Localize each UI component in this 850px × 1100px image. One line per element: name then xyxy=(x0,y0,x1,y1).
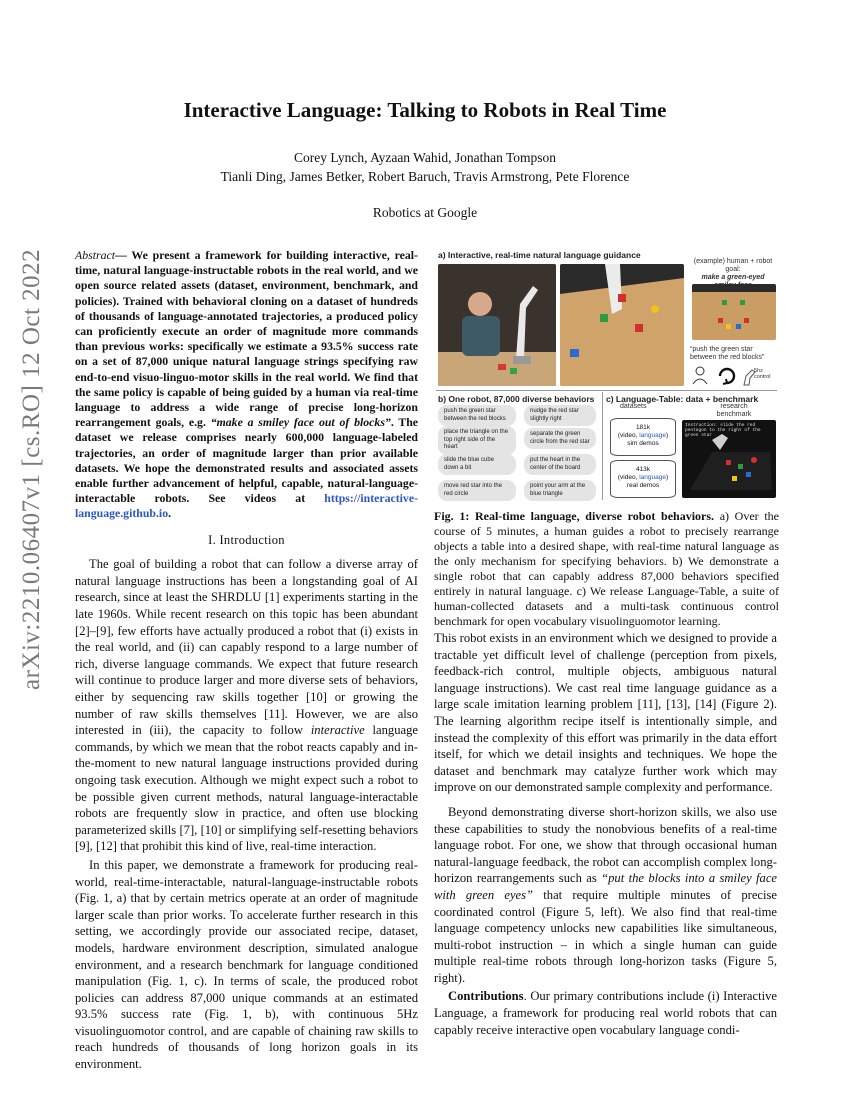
table-closeup-photo xyxy=(560,264,684,386)
behavior-bubble-6: put the heart in the center of the board xyxy=(524,454,596,475)
left-column xyxy=(75,248,418,1075)
instruction-example: “push the green star between the red blocks” xyxy=(690,346,765,361)
abstract-label: Abstract xyxy=(75,248,115,262)
real-language-text: language xyxy=(639,474,666,481)
paper-title: Interactive Language: Talking to Robots in Real Time xyxy=(183,98,667,122)
behavior-bubble-8: point your arm at the blue triangle xyxy=(524,480,596,501)
refresh-cycle-icon xyxy=(720,369,734,384)
behavior-bubble-2: nudge the red star slightly right xyxy=(524,405,596,426)
abstract-dash: — xyxy=(114,248,132,262)
sim-dataset-cylinder xyxy=(610,418,676,456)
section-heading-introduction: I. Introduction xyxy=(208,532,285,547)
real-video-line xyxy=(611,474,675,482)
authors-line-2: Tianli Ding, James Betker, Robert Baruch, Travis Armstrong, Pete Florence xyxy=(220,169,630,184)
figure-vertical-divider xyxy=(602,392,603,500)
right-paragraph-1: This robot exists in an environment which we designed to provide a tractable yet difficult level of challenge (perception from pixels, feedback-rich control, multiple objects, ambiguous natural language instructions). We cast real time language guidance as a large scale imitation learning problem [11], [13], [14] (Figure 2). The learning algorithm recipe itself is intentionally simple, and instead the complexity of this effort was primarily in the data effort itself, for which we detail insights and techniques. We hope the dataset and benchmark may catalyze further work which may improve on our demonstrated sample complexity and performance. xyxy=(434,631,777,795)
sim-benchmark-screenshot xyxy=(682,420,776,498)
behavior-bubble-5: slide the blue cube down a bit xyxy=(438,454,516,475)
abstract xyxy=(75,248,418,522)
goal-smiley-photo xyxy=(692,284,776,340)
intro-paragraph-1 xyxy=(75,556,418,855)
sim-language-text: language xyxy=(639,432,666,439)
contributions-label: Contributions xyxy=(448,989,524,1004)
right-paragraph-2 xyxy=(434,804,777,987)
person-icon xyxy=(693,367,707,384)
figure-1-caption xyxy=(434,509,779,629)
right-column xyxy=(434,630,777,1040)
figure-divider xyxy=(436,390,777,391)
authors-line-1: Corey Lynch, Ayzaan Wahid, Jonathan Tompson xyxy=(293,150,557,165)
sim-video-text: (video, xyxy=(617,432,640,439)
goal-caption-line-1: (example) human + robot goal: xyxy=(693,258,773,273)
intro-p1-b: language commands, by which we mean that the robot reacts capably and in-the-moment to new natural language instructions provided during ongoing task execution. Although we might expect such a robot to be possible given current methods, natural language-interactable robots are frequently slow in practice, and often use blocking parameterized skills [7], [10] or simplifying self-resetting behaviors [9], [12] that prohibit this kind of live, real-time interaction. xyxy=(75,723,418,854)
intro-p1-em: interactive xyxy=(310,723,365,738)
sim-count: 181k xyxy=(635,424,651,431)
right-p2-em: “put the blocks into a smiley face with green eyes” xyxy=(434,871,777,902)
caption-label: Fig. 1: Real-time language, diverse robot behaviors. xyxy=(434,509,715,523)
benchmark-label: research benchmark xyxy=(716,403,752,418)
human-robot-photo xyxy=(438,264,556,386)
panel-a-title: a) Interactive, real-time natural language guidance xyxy=(438,250,641,260)
real-label: real demos xyxy=(626,482,660,489)
panel-c-title: c) Language-Table: data + benchmark xyxy=(606,394,759,404)
sim-scene-illustration xyxy=(682,420,776,498)
human-robot-illustration xyxy=(438,264,556,386)
intro-p1-a: The goal of building a robot that can follow a diverse array of natural language instructions has been a longstanding goal of AI research, since at least the SHRDLU [1] experiments starting in the late 1960s. While recent research on this topic has been abundant [2]–[9], few efforts have actually produced a robot that (i) exists in the real world, and (ii) can capably respond to a large number of rich, diverse language commands. We expect that future research will continue to produce larger and more diverse sets of behaviors, either by sequencing raw skills together [10] or growing the number of raw skills themselves [11]. However, we are also interested in (iii), the capacity to follow xyxy=(75,557,418,738)
goal-caption-line-2: make a green-eyed xyxy=(701,274,765,281)
abstract-text-2: . The dataset we release comprises nearly 600,000 language-labeled trajectories, an order of magnitude larger than prior available datasets. We hope the demonstrated results and associated assets enable further advancement of helpful, capable, natural-language-interactable robots. See videos at xyxy=(75,415,419,506)
intro-paragraph-2: In this paper, we demonstrate a framework for producing real-world, real-time-interactable, natural-language-instructable robots (Fig. 1, a) that by certain metrics operate at an order of magnitude larger scale than prior works. To accelerate further research in this setting, we accordingly provide our associated recipe, dataset, models, hardware environment description, simulated analogue environment, and a research benchmark for language conditioned manipulation (Fig. 1, c). In terms of scale, the produced robot policies can address 87,000 unique commands at an estimated 93.5% success rate (Fig. 1, b), with continuous 5Hz visuolinguomotor control, and are capable of chaining raw skills to reach hundreds of thousands of long horizon goals in its environment. xyxy=(75,857,418,1072)
contributions-text: . Our primary contributions include (i) Interactive Language, a framework for producing real world robots that can capably receive interactive open vocabulary language condi- xyxy=(434,989,777,1037)
arxiv-identifier: arXiv:2210.06407v1 [cs.RO] 12 Oct 2022 xyxy=(18,248,45,690)
smiley-board-illustration xyxy=(692,284,776,340)
real-video-text: (video, xyxy=(617,474,640,481)
behavior-bubble-4: separate the green circle from the red star xyxy=(524,428,596,449)
control-label: 5hz control xyxy=(754,368,771,380)
real-dataset-cylinder xyxy=(610,460,676,498)
right-paragraph-3 xyxy=(434,988,777,1038)
panel-b-title: b) One robot, 87,000 diverse behaviors xyxy=(438,394,595,404)
abstract-quote: “make a smiley face out of blocks” xyxy=(210,415,391,430)
behavior-bubble-1: push the green star between the red blocks xyxy=(438,405,516,426)
caption-text: a) Over the course of 5 minutes, a human guides a robot to precisely rearrange objects a table into a desired shape, with real-time natural language as the only mechanism for specifying behaviors. b) We demonstrate a single robot that can capably address 87,000 behaviors specified entirely in natural language. c) We release Language-Table, a suite of human-collected datasets and a multi-task continuous control benchmark for open vocabulary visuolinguomotor learning. xyxy=(434,509,779,628)
right-p2-b: that require multiple minutes of precise coordinated control (Figure 5, left). We also find that real-time language competency unlocks new capabilities like simultaneous, multi-robot instruction – in which a single human can guide multiple real-time robots through long-horizon tasks (Figure 5, right). xyxy=(434,887,777,985)
real-count: 413k xyxy=(635,466,651,473)
figure-1 xyxy=(434,246,779,502)
author-list xyxy=(0,148,850,186)
abstract-end: . xyxy=(168,506,172,521)
project-link[interactable]: https://interactive-language.github.io xyxy=(75,491,418,521)
table-closeup-illustration xyxy=(560,264,684,386)
sim-label: sim demos xyxy=(627,440,659,447)
sim-video-line xyxy=(611,432,675,440)
sim-instruction-text: Instruction: slide the red pentagon to the right of the green star xyxy=(685,423,761,438)
affiliation: Robotics at Google xyxy=(372,205,478,220)
sim-close-paren: ) xyxy=(665,432,669,439)
behavior-bubble-7: move red star into the red circle xyxy=(438,480,516,501)
datasets-label: datasets xyxy=(620,403,647,410)
right-p2-a: Beyond demonstrating diverse short-horizon skills, we also use these capabilities to study the nonobvious benefits of a real-time language robot. For one, we show that through occasional human natural-language feedback, the robot can accomplish complex long-horizon rearrangements such as xyxy=(434,804,777,886)
abstract-text-1: We present a framework for building interactive, real-time, natural language-instructable robots in the real world, and we open source related assets (dataset, environment, benchmark, and policies). Trained with behavioral cloning on a dataset of hundreds of thousands of language-annotated trajectories, a produced policy can proficiently execute an order of magnitude more commands than previous works: specifically we estimate a 93.5% success rate on a set of 87,000 unique natural language strings specifying raw end-to-end visuo-linguo-motor skills in the real world. We find that the same policy is capable of being guided by a human via real-time language to address a wide range of precise long-horizon rearrangement goals, e.g. xyxy=(75,248,418,430)
real-close-paren: ) xyxy=(665,474,669,481)
behavior-bubble-3: place the triangle on the top right side of the heart xyxy=(438,426,516,455)
